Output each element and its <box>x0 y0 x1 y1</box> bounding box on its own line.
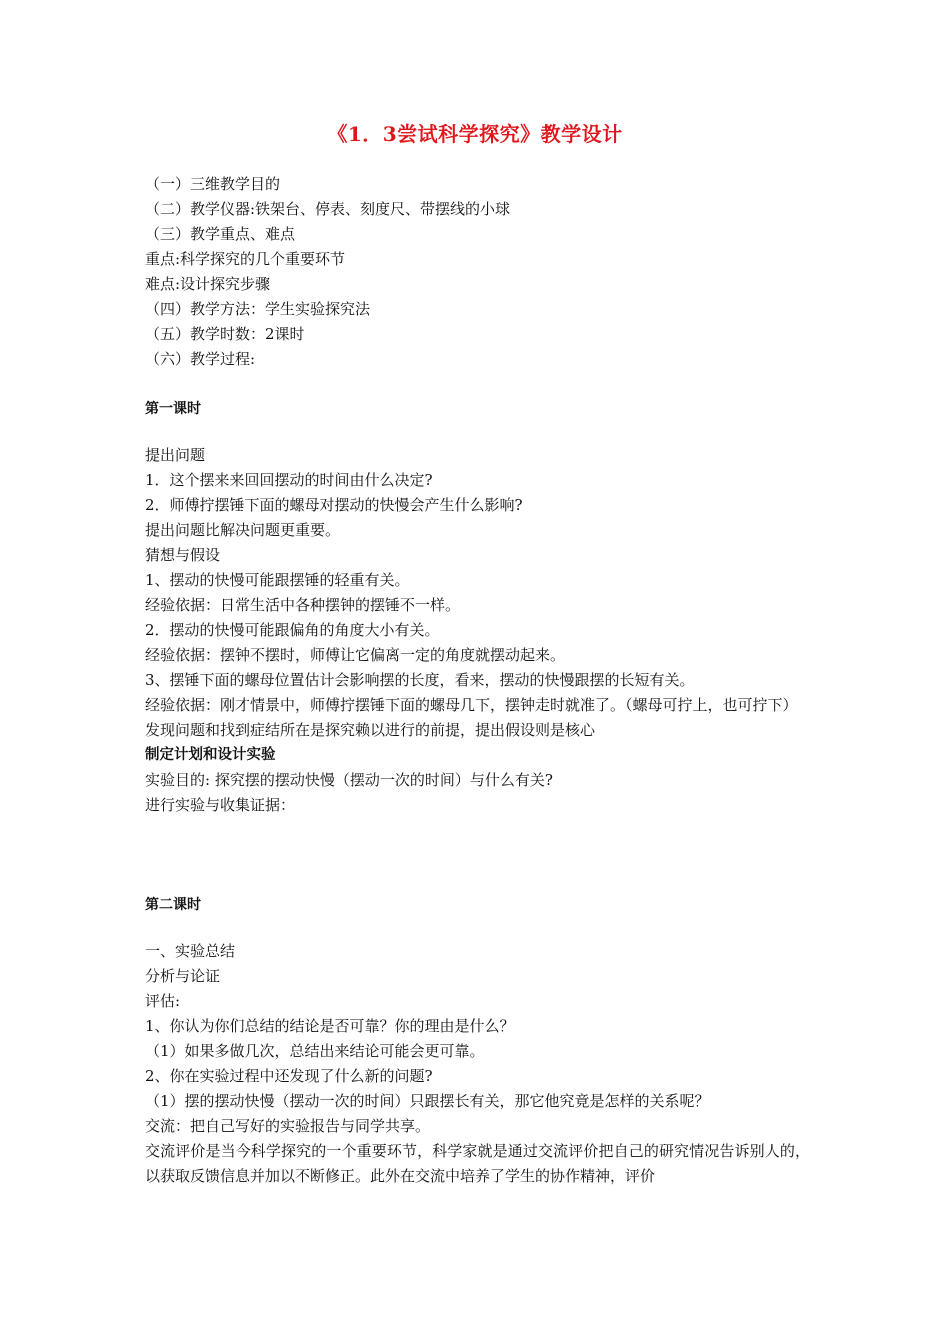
lesson2-line: （1）摆的摆动快慢（摆动一次的时间）只跟摆长有关，那它他究竟是怎样的关系呢？ <box>145 1092 710 1110</box>
lesson2-heading: 第二课时 <box>145 897 201 913</box>
intro-line: （三）教学重点、难点 <box>145 225 296 243</box>
lesson1-line: 提出问题比解决问题更重要。 <box>145 521 341 539</box>
lesson1-line: 猜想与假设 <box>145 546 221 564</box>
lesson2-line: 分析与论证 <box>145 967 221 985</box>
document-title: 《1．3尝试科学探究》教学设计 <box>327 122 623 146</box>
lesson1-line: 1．这个摆来来回回摆动的时间由什么决定? <box>145 471 433 489</box>
lesson1-line: 经验依据：日常生活中各种摆钟的摆锤不一样。 <box>145 596 461 614</box>
lesson1-long-paragraph: 经验依据：刚才情景中，师傅拧摆锤下面的螺母几下，摆钟走时就准了。（螺母可拧上，也可拧下） <box>145 696 798 714</box>
lesson2-line: 评估: <box>145 992 181 1010</box>
lesson1-line: 进行实验与收集证据： <box>145 796 296 814</box>
lesson1-bold-heading: 制定计划和设计实验 <box>145 747 276 763</box>
lesson2-section <box>145 893 810 1189</box>
intro-line: 难点:设计探究步骤 <box>145 275 271 293</box>
lesson1-section <box>145 397 810 818</box>
intro-section <box>145 172 810 372</box>
lesson1-line: 3、摆锤下面的螺母位置估计会影响摆的长度，看来，摆动的快慢跟摆的长短有关。 <box>145 671 695 689</box>
lesson1-line: 2．师傅拧摆锤下面的螺母对摆动的快慢会产生什么影响? <box>145 496 523 514</box>
intro-line: （六）教学过程: <box>145 350 256 368</box>
lesson2-long-paragraph: 交流评价是当今科学探究的一个重要环节，科学家就是通过交流评价把自己的研究情况告诉别人的，以获取反馈信息并加以不断修正。此外在交流中培养了学生的协作精神，评价 <box>145 1142 810 1185</box>
intro-line: （二）教学仪器:铁架台、停表、刻度尺、带摆线的小球 <box>145 200 511 218</box>
lesson1-heading: 第一课时 <box>145 401 201 417</box>
lesson1-line: 2．摆动的快慢可能跟偏角的角度大小有关。 <box>145 621 440 639</box>
lesson2-line: 1、你认为你们总结的结论是否可靠？你的理由是什么？ <box>145 1017 515 1035</box>
lesson2-line: 一、实验总结 <box>145 942 236 960</box>
lesson2-line: 2、你在实验过程中还发现了什么新的问题? <box>145 1067 433 1085</box>
lesson1-line: 1、摆动的快慢可能跟摆锤的轻重有关。 <box>145 571 410 589</box>
lesson1-line: 实验目的: 探究摆的摆动快慢（摆动一次的时间）与什么有关? <box>145 771 553 789</box>
lesson2-line: 交流：把自己写好的实验报告与同学共享。 <box>145 1117 431 1135</box>
intro-line: （四）教学方法：学生实验探究法 <box>145 300 371 318</box>
lesson2-line: （1）如果多做几次，总结出来结论可能会更可靠。 <box>145 1042 485 1060</box>
intro-line: 重点:科学探究的几个重要环节 <box>145 250 346 268</box>
lesson1-line: 发现问题和找到症结所在是探究赖以进行的前提，提出假设则是核心 <box>145 721 596 739</box>
document-body <box>145 172 810 1189</box>
intro-line: （一）三维教学目的 <box>145 175 281 193</box>
lesson1-line: 经验依据：摆钟不摆时，师傅让它偏离一定的角度就摆动起来。 <box>145 646 566 664</box>
intro-line: （五）教学时数：2课时 <box>145 325 305 343</box>
lesson1-line: 提出问题 <box>145 446 206 464</box>
